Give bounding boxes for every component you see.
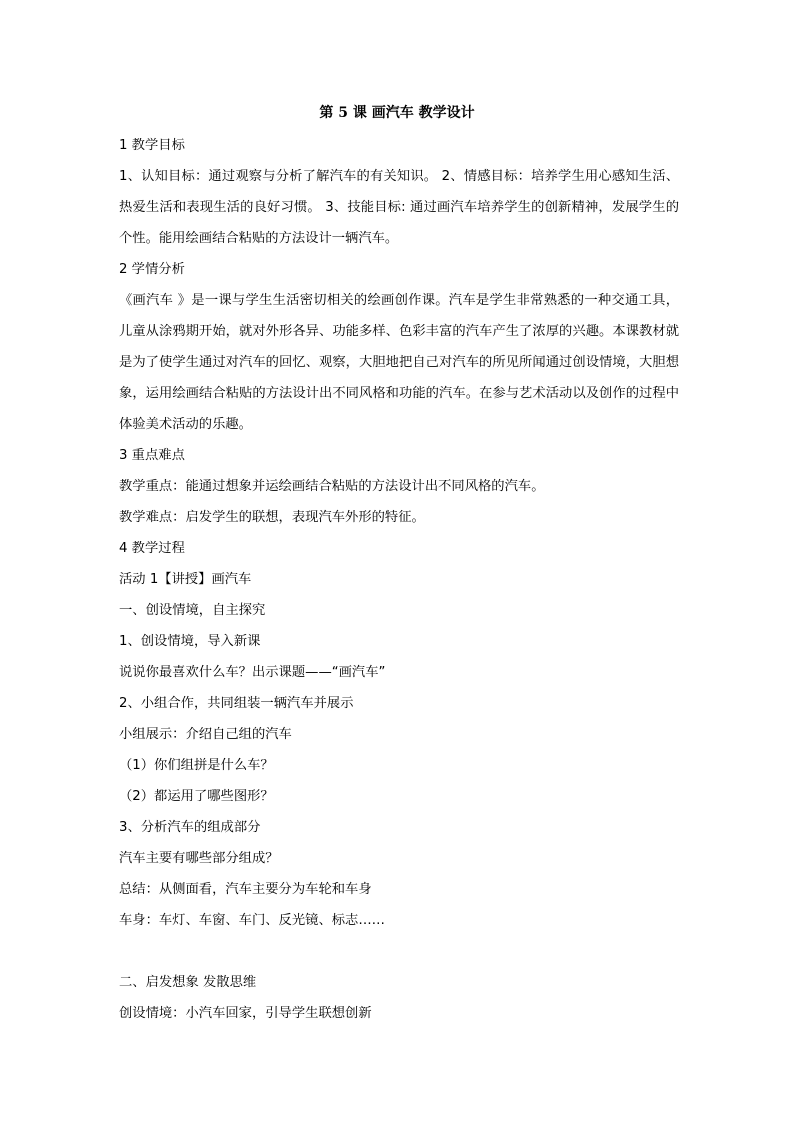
section-heading-key-points: 3 重点难点 bbox=[119, 448, 185, 463]
document-body bbox=[119, 130, 679, 1029]
difficult-point-text: 教学难点：启发学生的联想，表现汽车外形的特征。 bbox=[119, 510, 425, 525]
part2-text: 创设情境：小汽车回家，引导学生联想创新 bbox=[119, 1006, 372, 1021]
question-2: （2）都运用了哪些图形？ bbox=[119, 789, 274, 804]
step1-heading: 1、创设情境，导入新课 bbox=[119, 634, 261, 649]
blank-line bbox=[119, 936, 679, 967]
step1-text: 说说你最喜欢什么车？出示课题——“画汽车” bbox=[119, 665, 386, 680]
step3-heading: 3、分析汽车的组成部分 bbox=[119, 820, 261, 835]
section-heading-process: 4 教学过程 bbox=[119, 541, 185, 556]
part2-heading: 二、启发想象 发散思维 bbox=[119, 975, 257, 990]
key-point-text: 教学重点：能通过想象并运绘画结合粘贴的方法设计出不同风格的汽车。 bbox=[119, 479, 545, 494]
section-heading-objectives: 1 教学目标 bbox=[119, 138, 185, 153]
analysis-paragraph: 《画汽车 》是一课与学生生活密切相关的绘画创作课。汽车是学生非常熟悉的一种交通工具，儿童从涂鸦期开始，就对外形各异、功能多样、色彩丰富的汽车产生了浓厚的兴趣。本课教材就是为了使学生通过对汽车的回忆、观察，大胆地把自己对汽车的所见所闻通过创设情境，大胆想象，运用绘画结合粘贴的方法设计出不同风格和功能的汽车。在参与艺术活动以及创作的过程中体验美术活动的乐趣。 bbox=[119, 293, 679, 432]
section-heading-analysis: 2 学情分析 bbox=[119, 262, 185, 277]
step2-heading: 2、小组合作，共同组装一辆汽车并展示 bbox=[119, 696, 354, 711]
question-1: （1）你们组拼是什么车？ bbox=[119, 758, 274, 773]
document-title: 第 5 课 画汽车 教学设计 bbox=[319, 105, 475, 121]
activity-label: 活动 1【讲授】画汽车 bbox=[119, 572, 252, 587]
summary-text: 总结：从侧面看，汽车主要分为车轮和车身 bbox=[119, 882, 372, 897]
step2-text: 小组展示：介绍自己组的汽车 bbox=[119, 727, 292, 742]
part1-heading: 一、创设情境，自主探究 bbox=[119, 603, 266, 618]
body-parts-text: 车身：车灯、车窗、车门、反光镜、标志…… bbox=[119, 913, 385, 928]
objectives-paragraph: 1、认知目标：通过观察与分析了解汽车的有关知识。 2、情感目标：培养学生用心感知生活、热爱生活和表现生活的良好习惯。 3、技能目标: 通过画汽车培养学生的创新精神，发展学生的个性。能用绘画结合粘贴的方法设计一辆汽车。 bbox=[119, 169, 679, 246]
step3-question: 汽车主要有哪些部分组成？ bbox=[119, 851, 279, 866]
